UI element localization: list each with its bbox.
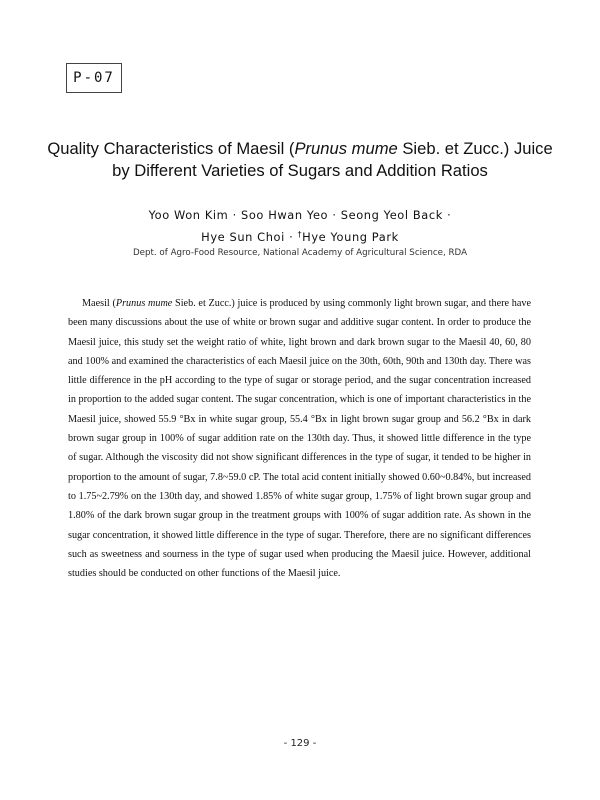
- author-list: [40, 206, 560, 247]
- corresponding-author-marker: †: [297, 230, 303, 239]
- title-line2: by Different Varieties of Sugars and Addition Ratios: [112, 161, 488, 180]
- authors-line2-after: Hye Young Park: [302, 230, 399, 244]
- abstract-text: Sieb. et Zucc.) juice is produced by using commonly light brown sugar, and there have been many discussions about the use of white or brown sugar and additive sugar content. In order to produce the Maesil juice, this study set the weight ratio of white, light brown and dark brown sugar to the Maesil 40, 60, 80 and 100% and examined the characteristics of each Maesil juice on the 30th, 60th, 90th and 130th day. There was little difference in the pH according to the type of sugar or storage period, and the sugar concentration increased in proportion to the added sugar content. The sugar concentration, which is one of important characteristics in the Maesil juice, showed 55.9 °Bx in white sugar group, 55.4 °Bx in light brown sugar group and 56.2 °Bx in dark brown sugar group in 100% of sugar addition rate on the 130th day. Thus, it showed little difference in the type of sugar. Although the viscosity did not show significant differences in the type of sugar, it tended to be higher in proportion to the amount of sugar, 7.8~59.0 cP. The total acid content initially showed 0.60~0.84%, but increased to 1.75~2.79% on the 130th day, and showed 1.85% of white sugar group, 1.75% of light brown sugar group and 1.80% of the dark brown sugar group in the treatment groups with 100% of sugar addition rate. As shown in the sugar concentration, it showed little difference in the type of sugar. Therefore, there are no significant differences such as sweetness and sourness in the type of sugar used when producing the Maesil juice. However, additional studies should be conducted on other functions of the Maesil juice.: [68, 298, 531, 580]
- title-part2: Sieb. et Zucc.) Juice: [397, 139, 553, 158]
- poster-id-badge: P-07: [66, 63, 122, 93]
- abstract-body: [68, 294, 531, 583]
- paper-title: [40, 138, 560, 182]
- abstract-species-italic: Prunus mume: [115, 298, 173, 309]
- affiliation: Dept. of Agro-Food Resource, National Academy of Agricultural Science, RDA: [132, 248, 468, 258]
- title-species-italic: Prunus mume: [294, 139, 398, 158]
- abstract-lead: Maesil (: [82, 298, 116, 309]
- page-number: - 129 -: [283, 738, 317, 749]
- authors-line1: Yoo Won Kim · Soo Hwan Yeo · Seong Yeol Back ·: [148, 208, 452, 222]
- title-part1: Quality Characteristics of Maesil (: [47, 139, 295, 158]
- authors-line2-before: Hye Sun Choi ·: [201, 230, 298, 244]
